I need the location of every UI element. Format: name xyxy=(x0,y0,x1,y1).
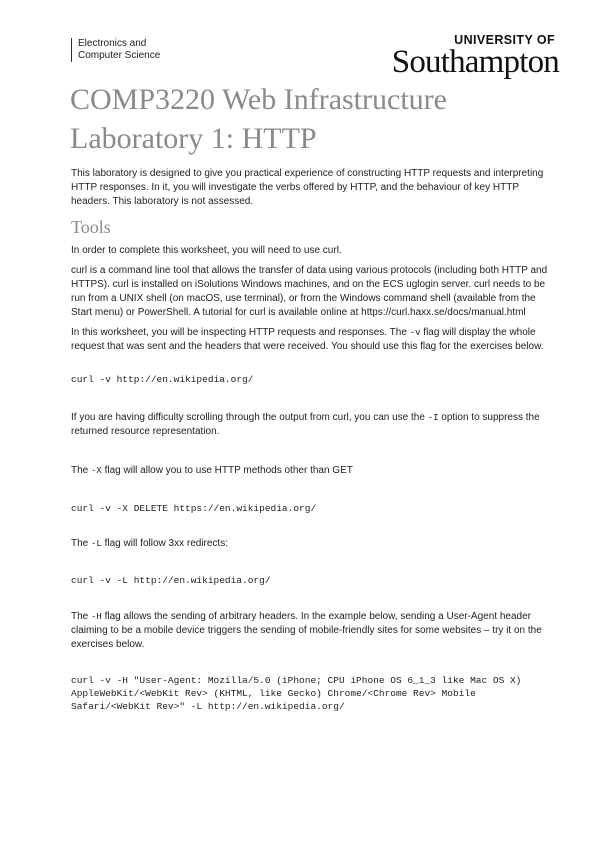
text-run: flag will follow 3xx redirects: xyxy=(101,538,228,549)
text-run: flag will display the whole request that was sent and the headers that were received. You should use this flag for the exercises below. xyxy=(71,327,544,352)
text-run: In this worksheet, you will be inspecting HTTP requests and responses. The xyxy=(71,327,410,338)
tools-paragraph-7 xyxy=(71,610,557,652)
text-run: If you are having difficulty scrolling through the output from curl, you can use the xyxy=(71,412,428,423)
flag-X: -X xyxy=(91,466,102,476)
code-example-1: curl -v http://en.wikipedia.org/ xyxy=(71,374,254,385)
tools-paragraph-1: In order to complete this worksheet, you will need to use curl. xyxy=(71,245,342,256)
text-run: The xyxy=(71,611,92,622)
text-run: The xyxy=(71,465,92,476)
tools-paragraph-5 xyxy=(71,464,557,478)
title-line-2: Laboratory 1: HTTP xyxy=(70,122,317,155)
text-run: flag allows the sending of arbitrary headers. In the example below, sending a User-Agent header claiming to be a mobile device triggers the sending of mobile-friendly sites for some websites – try it on the exercises below. xyxy=(71,611,542,650)
tools-paragraph-6 xyxy=(71,537,557,551)
logo-main-text: Southampton xyxy=(391,44,559,80)
intro-paragraph: This laboratory is designed to give you practical experience of constructing HTTP requests and interpreting HTTP responses. In it, you will investigate the verbs offered by HTTP, and the behaviour of key HTTP headers. This laboratory is not assessed. xyxy=(71,168,544,207)
text-run: flag will allow you to use HTTP methods other than GET xyxy=(101,465,353,476)
code-example-4: curl -v -H "User-Agent: Mozilla/5.0 (iPhone; CPU iPhone OS 6_1_3 like Mac OS X) AppleWebKit/<WebKit Rev> (KHTML, like Gecko) Chrome/<Chrome Rev> Mobile Safari/<WebKit Rev>" -L http://en.wikipedia.org/ xyxy=(71,675,528,712)
flag-I: -I xyxy=(427,413,439,423)
department-line-1: Electronics and xyxy=(78,38,147,49)
section-heading-tools: Tools xyxy=(71,217,111,237)
department-line-2: Computer Science xyxy=(78,50,161,61)
flag-L: -L xyxy=(91,539,102,549)
tools-paragraph-4 xyxy=(71,411,557,439)
title-line-1: COMP3220 Web Infrastructure xyxy=(70,83,447,116)
page-title xyxy=(70,80,570,158)
flag-v: -v xyxy=(409,328,421,338)
logo-top-text: UNIVERSITY OF xyxy=(454,33,555,47)
code-example-3: curl -v -L http://en.wikipedia.org/ xyxy=(71,575,271,586)
text-run: The xyxy=(71,538,92,549)
flag-H: -H xyxy=(91,612,102,622)
document-body xyxy=(71,167,557,713)
tools-paragraph-2: curl is a command line tool that allows the transfer of data using various protocols (including both HTTP and HTTPS). curl is installed on iSolutions Windows machines, and on the ECS uglogin server. curl needs to be run from a UNIX shell (on macOS, use terminal), or from the Windows command shell (available from the Start menu) or PowerShell. A tutorial for curl is available online at https://curl.haxx.se/docs/manual.html xyxy=(71,265,548,318)
code-example-2: curl -v -X DELETE https://en.wikipedia.org/ xyxy=(71,503,317,514)
department-label xyxy=(71,38,160,62)
text-run: option to suppress the returned resource representation. xyxy=(71,412,540,437)
tools-paragraph-3 xyxy=(71,326,557,354)
university-logo xyxy=(383,33,559,80)
